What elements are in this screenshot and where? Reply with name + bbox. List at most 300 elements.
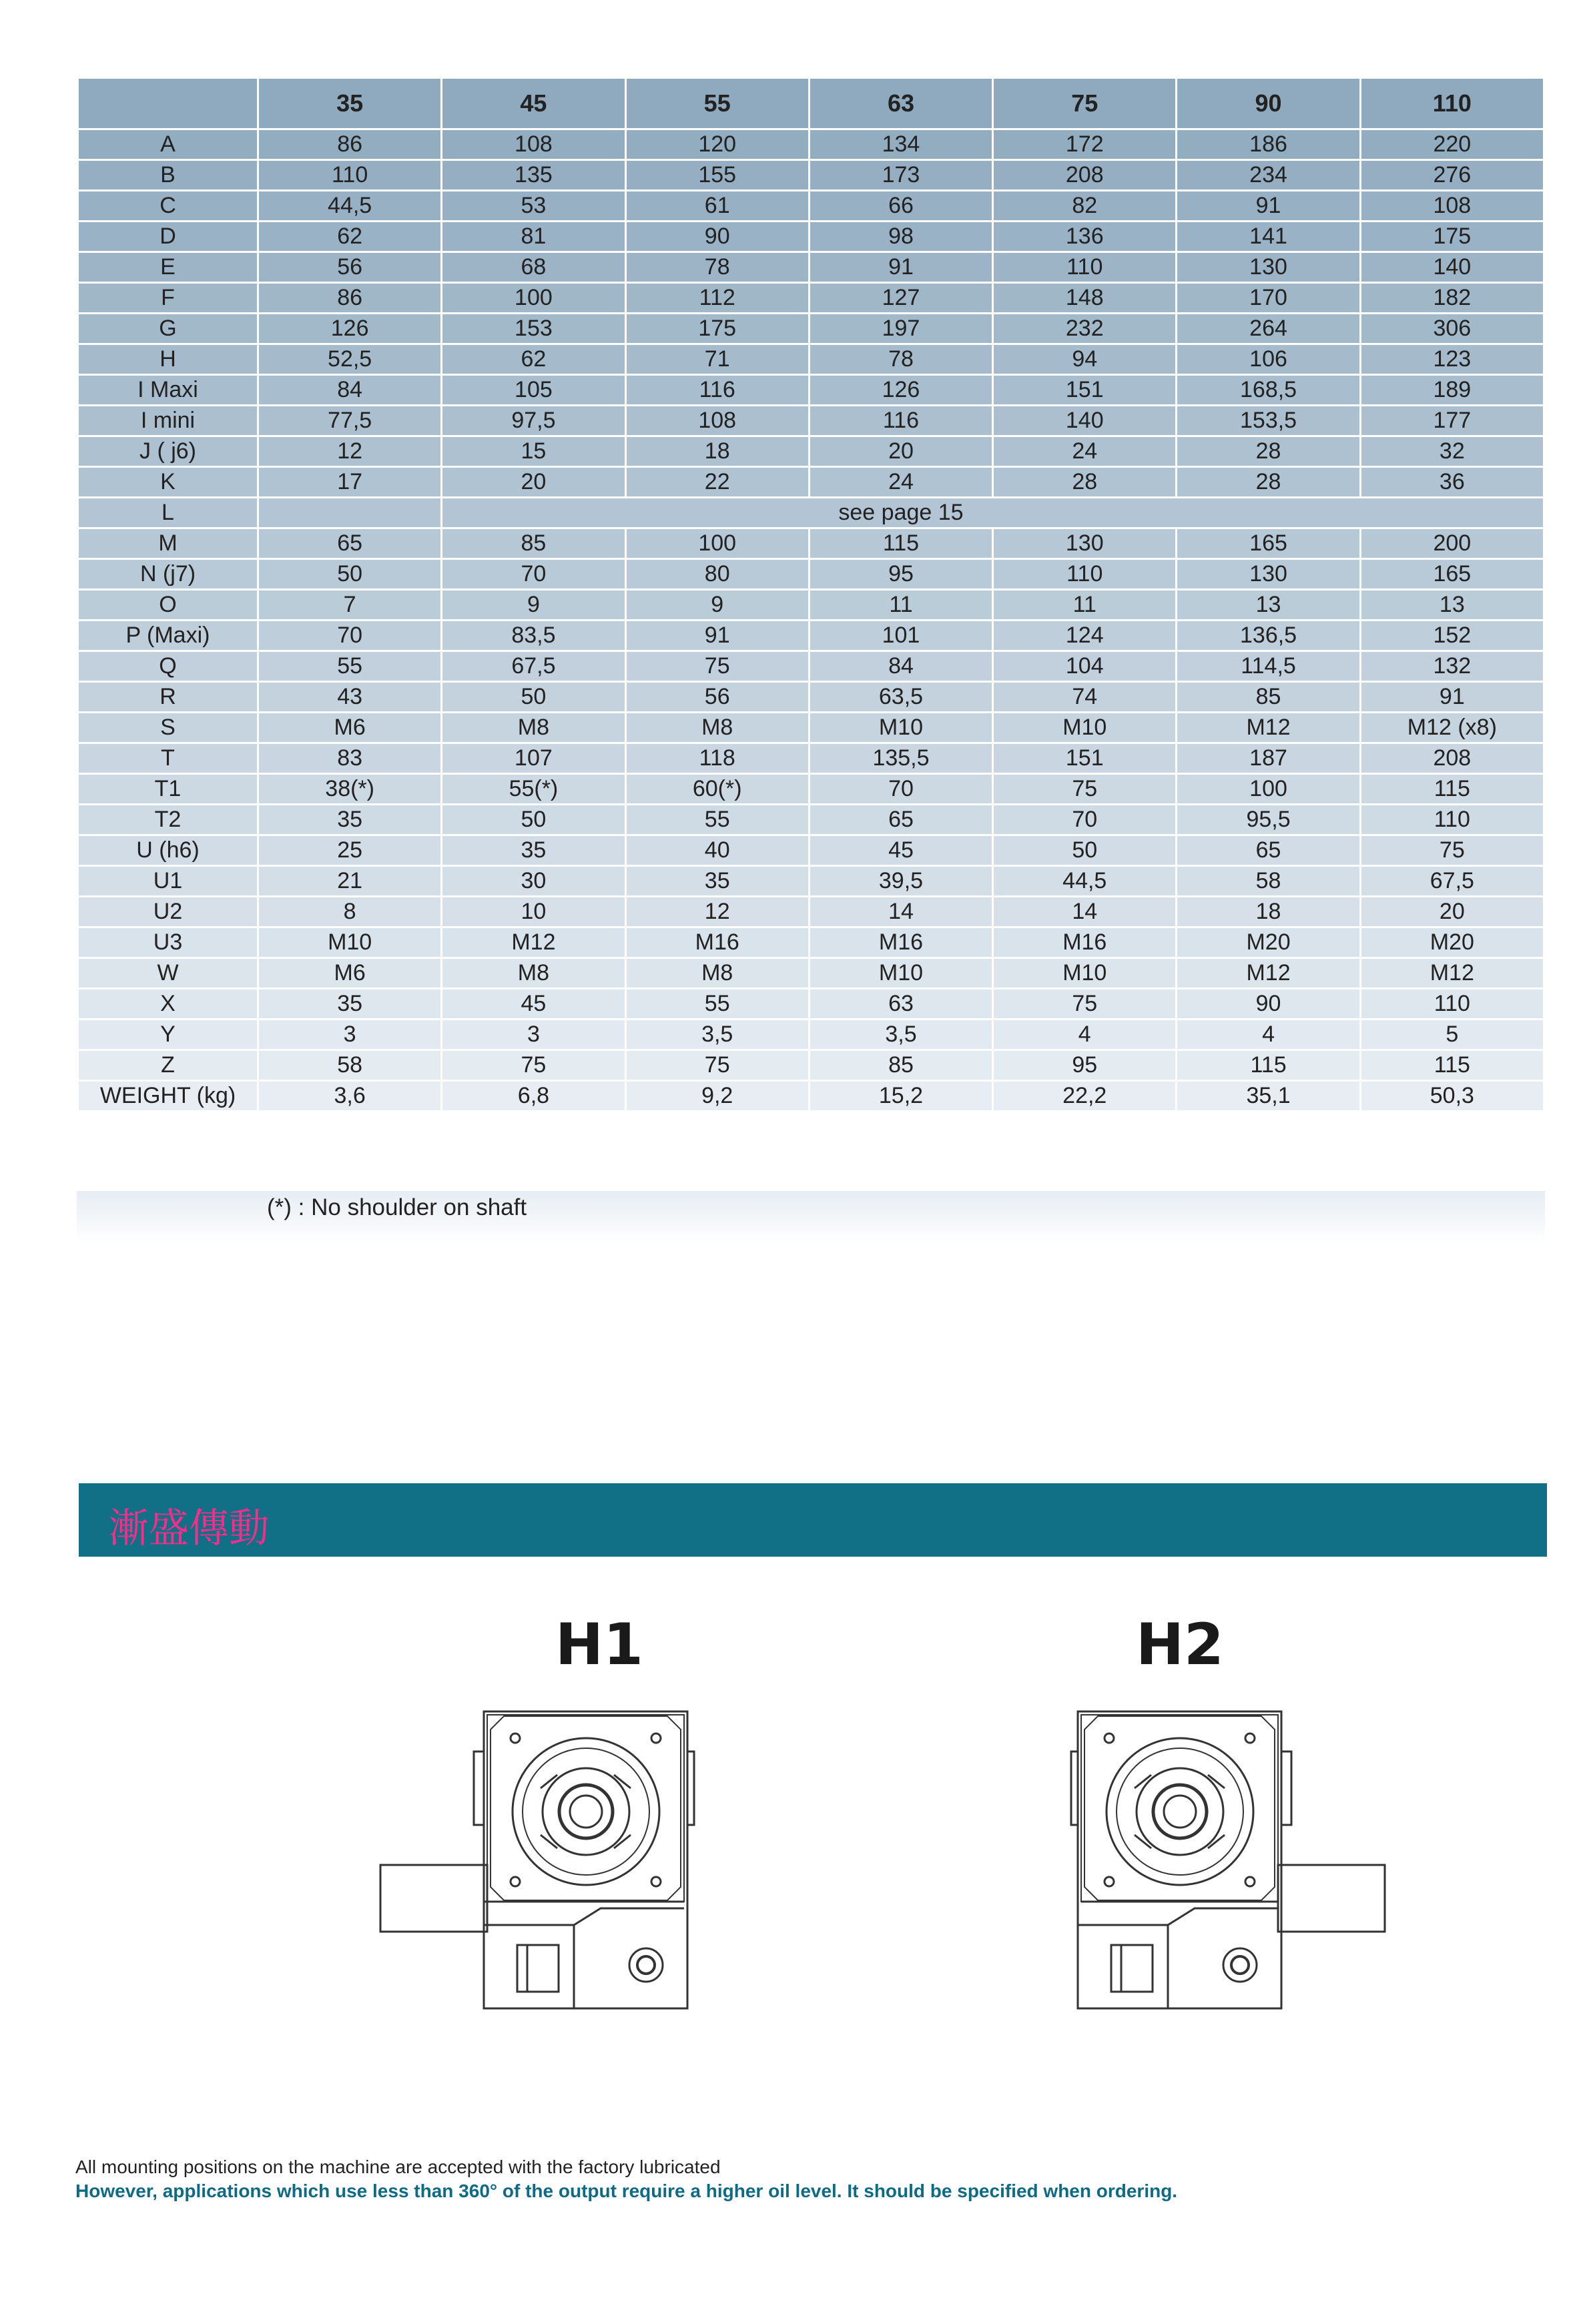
table-cell: 40	[625, 835, 809, 866]
table-cell: 106	[1177, 344, 1360, 375]
table-cell: M8	[442, 958, 625, 989]
table-cell: 141	[1177, 222, 1360, 252]
mounting-note-line2: However, applications which use less than 360° of the output require a higher oil level. It should be specified when ordering.	[75, 2181, 1178, 2201]
table-cell: 264	[1177, 314, 1360, 344]
table-cell: 35	[625, 866, 809, 897]
table-cell: 182	[1360, 283, 1544, 314]
table-cell: 132	[1360, 651, 1544, 682]
table-cell: 28	[1177, 436, 1360, 467]
table-cell: 197	[809, 314, 992, 344]
table-cell: 100	[442, 283, 625, 314]
table-cell: 140	[993, 406, 1177, 436]
table-cell	[1177, 498, 1360, 528]
table-cell: 108	[442, 129, 625, 160]
table-cell: 110	[258, 160, 442, 191]
header-size-cell: 45	[442, 78, 625, 129]
header-size-cell: 75	[993, 78, 1177, 129]
row-label-cell: Y	[78, 1020, 258, 1050]
table-cell: 35,1	[1177, 1081, 1360, 1112]
banner-title: 漸盛傳動	[109, 1506, 269, 1551]
table-cell: M6	[258, 958, 442, 989]
table-cell: 108	[1360, 191, 1544, 222]
table-cell: 85	[809, 1050, 992, 1081]
header-size-cell: 90	[1177, 78, 1360, 129]
table-cell: 35	[258, 989, 442, 1020]
row-label-cell: W	[78, 958, 258, 989]
table-cell: 14	[993, 897, 1177, 927]
table-cell: 115	[1177, 1050, 1360, 1081]
table-cell: 55	[625, 805, 809, 835]
table-row	[78, 314, 1544, 344]
table-cell: 98	[809, 222, 992, 252]
table-cell: M8	[442, 713, 625, 743]
table-cell: 50	[442, 805, 625, 835]
table-cell: 220	[1360, 129, 1544, 160]
table-cell: 135,5	[809, 743, 992, 774]
table-cell: M16	[625, 927, 809, 958]
row-label-cell: H	[78, 344, 258, 375]
table-cell: 13	[1177, 590, 1360, 621]
table-cell: 25	[258, 835, 442, 866]
table-cell	[442, 498, 625, 528]
table-cell: 155	[625, 160, 809, 191]
table-cell: 84	[258, 375, 442, 406]
row-label-cell: O	[78, 590, 258, 621]
table-row	[78, 129, 1544, 160]
row-label-cell: A	[78, 129, 258, 160]
table-cell: 208	[1360, 743, 1544, 774]
table-cell: 86	[258, 283, 442, 314]
table-row	[78, 252, 1544, 283]
table-cell: 70	[258, 621, 442, 651]
table-row	[78, 160, 1544, 191]
table-cell: 50	[258, 559, 442, 590]
table-cell: M6	[258, 713, 442, 743]
table-cell: 66	[809, 191, 992, 222]
table-row	[78, 835, 1544, 866]
table-cell: M12	[442, 927, 625, 958]
header-size-cell: 35	[258, 78, 442, 129]
table-cell: 104	[993, 651, 1177, 682]
table-cell: 3,5	[809, 1020, 992, 1050]
table-cell: 85	[1177, 682, 1360, 713]
header-size-cell: 110	[1360, 78, 1544, 129]
table-cell: 110	[1360, 805, 1544, 835]
table-cell: 60(*)	[625, 774, 809, 805]
table-cell: 110	[1360, 989, 1544, 1020]
row-label-cell: P (Maxi)	[78, 621, 258, 651]
table-cell: 173	[809, 160, 992, 191]
table-cell: 153	[442, 314, 625, 344]
table-cell: 3,6	[258, 1081, 442, 1112]
table-cell: 105	[442, 375, 625, 406]
table-cell: 35	[258, 805, 442, 835]
table-cell: 81	[442, 222, 625, 252]
table-cell: 116	[625, 375, 809, 406]
table-row	[78, 958, 1544, 989]
table-cell: 30	[442, 866, 625, 897]
mounting-notes	[75, 2157, 1177, 2202]
table-cell: M16	[809, 927, 992, 958]
table-cell: 11	[809, 590, 992, 621]
table-cell: 20	[1360, 897, 1544, 927]
row-label-cell: U (h6)	[78, 835, 258, 866]
table-cell: M20	[1360, 927, 1544, 958]
table-cell: 140	[1360, 252, 1544, 283]
table-cell: 53	[442, 191, 625, 222]
row-label-cell: U2	[78, 897, 258, 927]
table-cell: 65	[809, 805, 992, 835]
row-label-cell: C	[78, 191, 258, 222]
table-row	[78, 436, 1544, 467]
table-cell: 232	[993, 314, 1177, 344]
table-cell: 20	[442, 467, 625, 498]
table-cell: 115	[809, 528, 992, 559]
table-cell: 50	[442, 682, 625, 713]
table-cell: 107	[442, 743, 625, 774]
table-cell: 136	[993, 222, 1177, 252]
table-cell: 91	[1360, 682, 1544, 713]
table-cell: 43	[258, 682, 442, 713]
table-cell: 18	[625, 436, 809, 467]
table-cell: M12	[1177, 713, 1360, 743]
table-cell: 165	[1360, 559, 1544, 590]
table-cell	[258, 498, 442, 528]
table-cell: 186	[1177, 129, 1360, 160]
table-cell: 11	[993, 590, 1177, 621]
table-cell: 175	[1360, 222, 1544, 252]
table-cell: 21	[258, 866, 442, 897]
table-cell: 187	[1177, 743, 1360, 774]
table-cell: 152	[1360, 621, 1544, 651]
row-label-cell: J ( j6)	[78, 436, 258, 467]
table-cell: 75	[1360, 835, 1544, 866]
table-cell: 15	[442, 436, 625, 467]
table-cell: 28	[1177, 467, 1360, 498]
table-cell: 151	[993, 375, 1177, 406]
table-cell	[625, 498, 809, 528]
table-cell: 115	[1360, 1050, 1544, 1081]
table-cell: 70	[442, 559, 625, 590]
row-label-cell: U3	[78, 927, 258, 958]
table-cell: M10	[809, 958, 992, 989]
table-cell: 114,5	[1177, 651, 1360, 682]
table-row	[78, 621, 1544, 651]
table-cell: 189	[1360, 375, 1544, 406]
table-cell: 84	[809, 651, 992, 682]
table-cell: 63	[809, 989, 992, 1020]
table-cell: 3	[258, 1020, 442, 1050]
table-cell: 38(*)	[258, 774, 442, 805]
dimension-table-container	[77, 77, 1545, 1112]
table-row	[78, 682, 1544, 713]
table-row	[78, 805, 1544, 835]
table-cell: 100	[625, 528, 809, 559]
table-cell: 61	[625, 191, 809, 222]
table-cell: 75	[625, 651, 809, 682]
table-cell: 306	[1360, 314, 1544, 344]
row-label-cell: M	[78, 528, 258, 559]
table-cell: 101	[809, 621, 992, 651]
row-label-cell: WEIGHT (kg)	[78, 1081, 258, 1112]
table-row	[78, 1020, 1544, 1050]
table-row	[78, 559, 1544, 590]
table-cell: 136,5	[1177, 621, 1360, 651]
table-cell: 45	[442, 989, 625, 1020]
table-cell: 62	[442, 344, 625, 375]
table-row	[78, 528, 1544, 559]
gearbox-drawing-h1	[374, 1701, 701, 2022]
table-footnote: (*) : No shoulder on shaft	[267, 1194, 527, 1220]
table-cell: 91	[809, 252, 992, 283]
row-label-cell: B	[78, 160, 258, 191]
row-label-cell: T2	[78, 805, 258, 835]
table-cell: 86	[258, 129, 442, 160]
table-row	[78, 222, 1544, 252]
table-cell: 116	[809, 406, 992, 436]
header-size-cell: 63	[809, 78, 992, 129]
row-label-cell: S	[78, 713, 258, 743]
table-row	[78, 283, 1544, 314]
table-cell: 52,5	[258, 344, 442, 375]
table-cell: 148	[993, 283, 1177, 314]
table-cell: 172	[993, 129, 1177, 160]
table-cell: 8	[258, 897, 442, 927]
table-cell	[993, 498, 1177, 528]
section-banner	[79, 1483, 1547, 1557]
table-cell: 10	[442, 897, 625, 927]
table-row	[78, 1050, 1544, 1081]
table-cell: M16	[993, 927, 1177, 958]
row-label-cell: F	[78, 283, 258, 314]
table-row	[78, 989, 1544, 1020]
table-cell: 94	[993, 344, 1177, 375]
table-cell: 170	[1177, 283, 1360, 314]
table-row	[78, 590, 1544, 621]
table-cell: 62	[258, 222, 442, 252]
table-cell: 58	[1177, 866, 1360, 897]
table-row	[78, 344, 1544, 375]
table-cell: 208	[993, 160, 1177, 191]
table-cell: 124	[993, 621, 1177, 651]
table-row	[78, 651, 1544, 682]
table-cell: 24	[993, 436, 1177, 467]
table-cell: 120	[625, 129, 809, 160]
table-cell: 24	[809, 467, 992, 498]
table-cell: 70	[809, 774, 992, 805]
table-cell: 175	[625, 314, 809, 344]
table-cell: 55	[258, 651, 442, 682]
table-cell: 68	[442, 252, 625, 283]
table-cell: 20	[809, 436, 992, 467]
table-cell: 63,5	[809, 682, 992, 713]
table-cell: 50,3	[1360, 1081, 1544, 1112]
table-cell: 130	[1177, 252, 1360, 283]
table-cell: 130	[1177, 559, 1360, 590]
table-cell: 108	[625, 406, 809, 436]
table-cell: 18	[1177, 897, 1360, 927]
table-row	[78, 406, 1544, 436]
table-row	[78, 713, 1544, 743]
table-cell: 12	[625, 897, 809, 927]
table-cell: 82	[993, 191, 1177, 222]
table-cell: 28	[993, 467, 1177, 498]
table-cell: M20	[1177, 927, 1360, 958]
table-cell: 75	[993, 774, 1177, 805]
table-cell: 5	[1360, 1020, 1544, 1050]
table-row	[78, 191, 1544, 222]
header-corner-cell	[78, 78, 258, 129]
table-cell: 67,5	[442, 651, 625, 682]
table-cell: 55	[625, 989, 809, 1020]
table-cell: 13	[1360, 590, 1544, 621]
table-cell: 50	[993, 835, 1177, 866]
table-cell: 75	[993, 989, 1177, 1020]
table-cell: M12	[1360, 958, 1544, 989]
row-label-cell: X	[78, 989, 258, 1020]
table-header-row	[78, 78, 1544, 129]
row-label-cell: E	[78, 252, 258, 283]
table-cell: 9,2	[625, 1081, 809, 1112]
table-cell: 58	[258, 1050, 442, 1081]
mounting-note-line1: All mounting positions on the machine are accepted with the factory lubricated	[75, 2157, 721, 2177]
table-cell: 90	[1177, 989, 1360, 1020]
table-cell: 130	[993, 528, 1177, 559]
table-cell: 90	[625, 222, 809, 252]
table-cell: 234	[1177, 160, 1360, 191]
table-row	[78, 1081, 1544, 1112]
table-cell: 126	[809, 375, 992, 406]
table-cell: 126	[258, 314, 442, 344]
table-cell: 83	[258, 743, 442, 774]
row-label-cell: Z	[78, 1050, 258, 1081]
table-body	[78, 129, 1544, 1112]
table-cell: 83,5	[442, 621, 625, 651]
table-cell: 110	[993, 559, 1177, 590]
table-cell: 91	[1177, 191, 1360, 222]
table-cell: 7	[258, 590, 442, 621]
table-cell: 100	[1177, 774, 1360, 805]
table-cell: 151	[993, 743, 1177, 774]
table-cell: 56	[258, 252, 442, 283]
row-label-cell: U1	[78, 866, 258, 897]
dimension-table	[77, 77, 1545, 1112]
table-cell: 75	[625, 1050, 809, 1081]
table-cell: 55(*)	[442, 774, 625, 805]
table-cell: 4	[1177, 1020, 1360, 1050]
table-cell: 168,5	[1177, 375, 1360, 406]
table-cell: 95	[809, 559, 992, 590]
table-cell	[1360, 498, 1544, 528]
table-cell: 77,5	[258, 406, 442, 436]
table-row	[78, 897, 1544, 927]
row-label-cell: G	[78, 314, 258, 344]
table-cell: 177	[1360, 406, 1544, 436]
table-cell: M12	[1177, 958, 1360, 989]
table-cell: 75	[442, 1050, 625, 1081]
table-cell: 22	[625, 467, 809, 498]
row-label-cell: L	[78, 498, 258, 528]
table-cell: 65	[1177, 835, 1360, 866]
table-cell: 200	[1360, 528, 1544, 559]
table-cell: 3	[442, 1020, 625, 1050]
table-cell: 15,2	[809, 1081, 992, 1112]
row-label-cell: T1	[78, 774, 258, 805]
table-cell: 165	[1177, 528, 1360, 559]
table-cell: 17	[258, 467, 442, 498]
table-cell: 112	[625, 283, 809, 314]
table-cell: 118	[625, 743, 809, 774]
table-cell: 9	[442, 590, 625, 621]
table-cell: M10	[258, 927, 442, 958]
table-cell: 276	[1360, 160, 1544, 191]
table-cell: 70	[993, 805, 1177, 835]
table-cell: 32	[1360, 436, 1544, 467]
table-cell: 115	[1360, 774, 1544, 805]
table-row	[78, 467, 1544, 498]
row-label-cell: K	[78, 467, 258, 498]
table-row	[78, 866, 1544, 897]
table-cell: M8	[625, 713, 809, 743]
row-label-cell: N (j7)	[78, 559, 258, 590]
table-cell: 123	[1360, 344, 1544, 375]
table-cell: M10	[809, 713, 992, 743]
row-label-cell: I mini	[78, 406, 258, 436]
table-cell: 45	[809, 835, 992, 866]
table-cell: 14	[809, 897, 992, 927]
table-cell: M12 (x8)	[1360, 713, 1544, 743]
table-cell: 91	[625, 621, 809, 651]
table-row	[78, 743, 1544, 774]
table-cell: 134	[809, 129, 992, 160]
header-size-cell: 55	[625, 78, 809, 129]
table-cell: 78	[809, 344, 992, 375]
table-cell: 95	[993, 1050, 1177, 1081]
position-label-h1: H1	[555, 1611, 643, 1678]
table-cell: 36	[1360, 467, 1544, 498]
table-row	[78, 498, 1544, 528]
table-cell: 74	[993, 682, 1177, 713]
table-cell: 71	[625, 344, 809, 375]
row-label-cell: Q	[78, 651, 258, 682]
table-cell: 39,5	[809, 866, 992, 897]
table-cell: 153,5	[1177, 406, 1360, 436]
table-cell: 110	[993, 252, 1177, 283]
table-cell: M10	[993, 713, 1177, 743]
table-cell: 78	[625, 252, 809, 283]
row-label-cell: I Maxi	[78, 375, 258, 406]
table-cell: 97,5	[442, 406, 625, 436]
table-cell: 95,5	[1177, 805, 1360, 835]
table-row	[78, 774, 1544, 805]
table-cell: 67,5	[1360, 866, 1544, 897]
table-cell: 4	[993, 1020, 1177, 1050]
table-cell: 135	[442, 160, 625, 191]
row-label-cell: T	[78, 743, 258, 774]
row-label-cell: R	[78, 682, 258, 713]
table-cell: 80	[625, 559, 809, 590]
table-cell: 44,5	[993, 866, 1177, 897]
table-cell: 44,5	[258, 191, 442, 222]
table-cell: 3,5	[625, 1020, 809, 1050]
position-label-h2: H2	[1136, 1611, 1224, 1678]
table-cell: 6,8	[442, 1081, 625, 1112]
table-cell: 85	[442, 528, 625, 559]
table-cell: 35	[442, 835, 625, 866]
table-cell: 56	[625, 682, 809, 713]
table-cell: 12	[258, 436, 442, 467]
table-cell: see page 15	[809, 498, 992, 528]
